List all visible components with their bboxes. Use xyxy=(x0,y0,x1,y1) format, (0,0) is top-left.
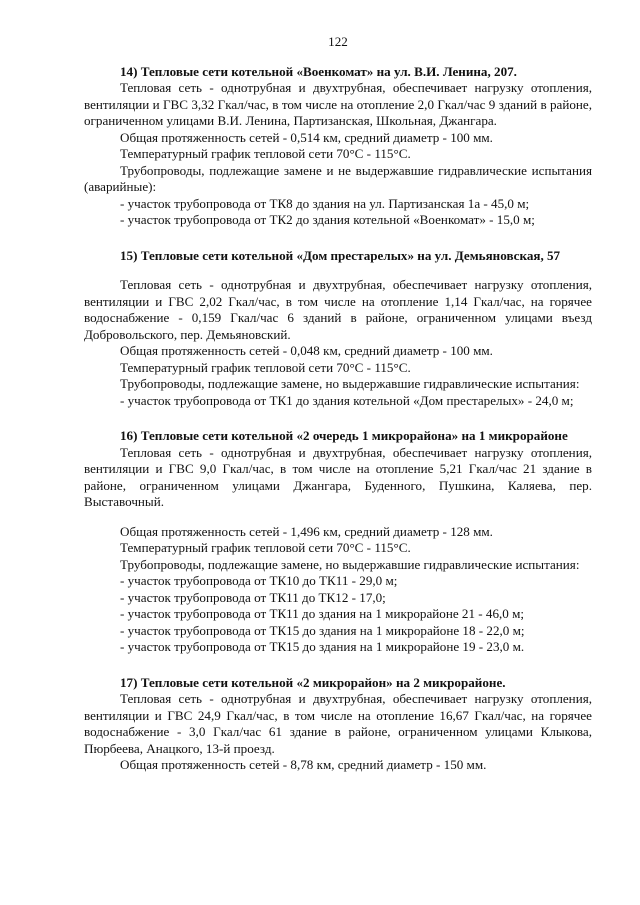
pipe-item: - участок трубопровода от ТК8 до здания на ул. Партизанская 1а - 45,0 м; xyxy=(120,195,530,211)
pipes-intro: Трубопроводы, подлежащие замене, но выдержавшие гидравлические испытания: xyxy=(120,376,580,391)
network-length: Общая протяженность сетей - 8,78 км, средний диаметр - 150 мм. xyxy=(120,757,487,772)
section-16 xyxy=(84,428,592,656)
section-17 xyxy=(84,675,592,774)
section-14 xyxy=(84,64,592,229)
section-heading: 15) Тепловые сети котельной «Дом престарелых» на ул. Демьяновская, 57 xyxy=(120,247,561,263)
pipe-item: - участок трубопровода от ТК1 до здания котельной «Дом престарелых» - 24,0 м; xyxy=(120,392,574,408)
network-length: Общая протяженность сетей - 0,514 км, средний диаметр - 100 мм. xyxy=(120,129,493,145)
section-description: Тепловая сеть - однотрубная и двухтрубная, обеспечивает нагрузку отопления, вентиляции и ГВС 3,32 Гкал/час, в том числе на отопление 2,0 Гкал/час 9 зданий в районе, ограниченном улицами В.И. Ленина, Партизанская, Школьная, Джангара. xyxy=(84,80,592,128)
temperature-schedule: Температурный график тепловой сети 70°С - 115°С. xyxy=(120,540,411,555)
network-length: Общая протяженность сетей - 1,496 км, средний диаметр - 128 мм. xyxy=(120,523,493,539)
section-description: Тепловая сеть - однотрубная и двухтрубная, обеспечивает нагрузку отопления, вентиляции и ГВС 2,02 Гкал/час, в том числе на отопление 1,14 Гкал/час, на горячее водоснабжение - 0,159 Гкал/час 6 зданий в районе, ограниченном улицами въезд Добровольского, пер. Демьяновский. xyxy=(84,277,592,342)
pipes-intro: Трубопроводы, подлежащие замене и не выдержавшие гидравлические испытания (аварийные): xyxy=(84,162,592,194)
pipe-item: - участок трубопровода от ТК15 до здания на 1 микрорайоне 19 - 23,0 м. xyxy=(120,639,525,654)
section-description: Тепловая сеть - однотрубная и двухтрубная, обеспечивает нагрузку отопления, вентиляции и ГВС 9,0 Гкал/час, в том числе на отопление 5,21 Гкал/час 21 здание в районе, ограниченном улицами Джангара, Буденного, Пушкина, Каляева, пер. Выставочный. xyxy=(84,444,592,509)
pipe-item: - участок трубопровода от ТК15 до здания на 1 микрорайоне 18 - 22,0 м; xyxy=(120,622,525,638)
pipes-intro: Трубопроводы, подлежащие замене, но выдержавшие гидравлические испытания: xyxy=(120,556,580,572)
section-heading: 17) Тепловые сети котельной «2 микрорайон» на 2 микрорайоне. xyxy=(120,674,506,690)
pipe-item: - участок трубопровода от ТК11 до здания на 1 микрорайоне 21 - 46,0 м; xyxy=(120,606,525,621)
section-15 xyxy=(84,248,592,410)
pipe-item: - участок трубопровода от ТК2 до здания котельной «Военкомат» - 15,0 м; xyxy=(120,212,535,227)
document-page xyxy=(84,34,592,774)
page-number: 122 xyxy=(328,34,348,49)
section-heading: 16) Тепловые сети котельной «2 очередь 1 микрорайона» на 1 микрорайоне xyxy=(120,428,568,443)
pipe-item: - участок трубопровода от ТК10 до ТК11 - 29,0 м; xyxy=(120,573,398,588)
section-heading: 14) Тепловые сети котельной «Военкомат» на ул. В.И. Ленина, 207. xyxy=(120,63,517,79)
temperature-schedule: Температурный график тепловой сети 70°С - 115°С. xyxy=(120,146,411,161)
network-length: Общая протяженность сетей - 0,048 км, средний диаметр - 100 мм. xyxy=(120,343,493,358)
pipe-item: - участок трубопровода от ТК11 до ТК12 - 17,0; xyxy=(120,589,386,605)
section-description: Тепловая сеть - однотрубная и двухтрубная, обеспечивает нагрузку отопления, вентиляции и ГВС 24,9 Гкал/час, в том числе на отопление 16,67 Гкал/час, на горячее водоснабжение - 3,0 Гкал/час 61 здание в районе, ограниченном улицами Клыкова, Пюрбеева, Анацкого, 13-й проезд. xyxy=(84,691,592,756)
temperature-schedule: Температурный график тепловой сети 70°С - 115°С. xyxy=(120,359,411,375)
